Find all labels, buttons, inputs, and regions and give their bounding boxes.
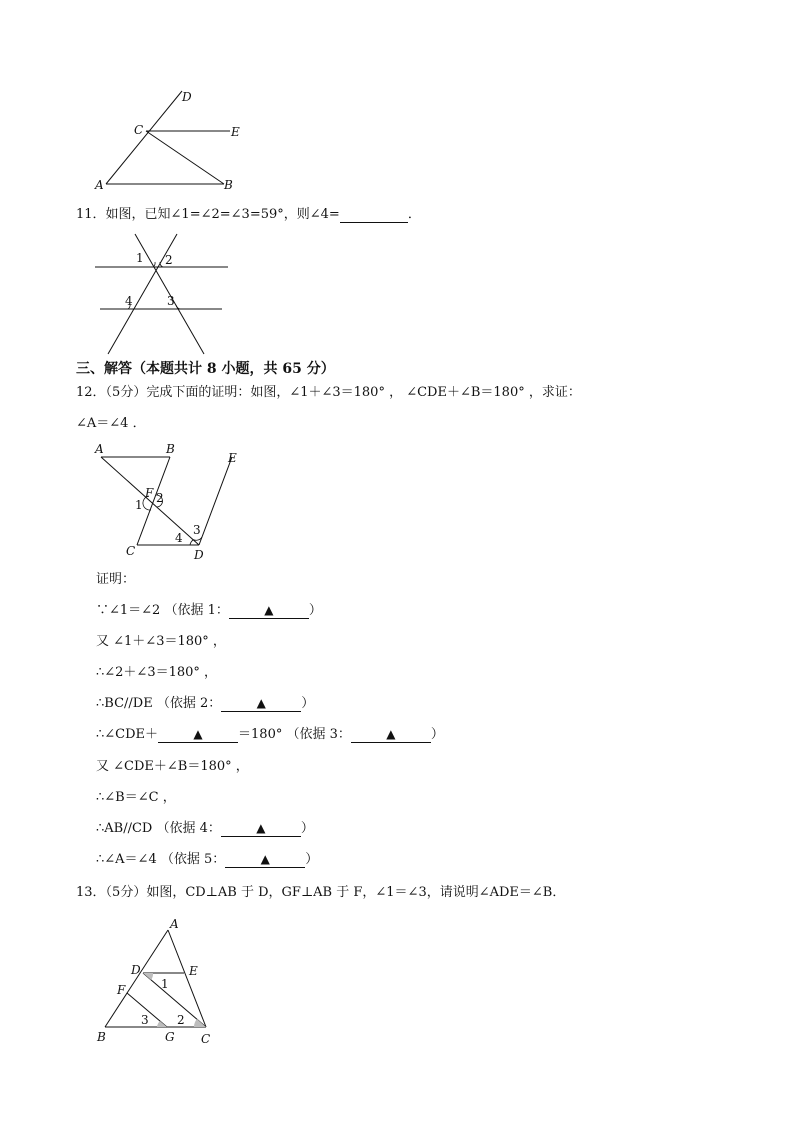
label-G: G bbox=[165, 1030, 175, 1044]
proof-step-3: ∴∠2＋∠3＝180° ， bbox=[96, 665, 218, 680]
question-11-text: 11．如图，已知∠1=∠2=∠3=59°，则∠4= bbox=[76, 207, 340, 222]
proof-step-9-close: ） bbox=[305, 852, 319, 867]
segment-AD bbox=[101, 457, 199, 545]
angle-label-2: 2 bbox=[177, 1013, 185, 1027]
label-E: E bbox=[189, 964, 198, 978]
question-13: 13．（5分）如图，CD⊥AB 于 D，GF⊥AB 于 F，∠1＝∠3，请说明∠ADE＝∠B． bbox=[76, 885, 566, 900]
segment-DE bbox=[199, 457, 232, 545]
question-11 bbox=[76, 206, 421, 224]
proof-step-9 bbox=[96, 851, 318, 869]
label-B: B bbox=[224, 178, 233, 192]
side-AC bbox=[168, 930, 206, 1027]
figure-q13 bbox=[90, 912, 230, 1048]
angle-label-2: 2 bbox=[165, 253, 173, 267]
proof-step-5-text: ∴∠CDE＋ bbox=[96, 727, 159, 742]
figure-q12 bbox=[90, 440, 250, 565]
label-C: C bbox=[126, 544, 136, 558]
angle-label-1: 1 bbox=[136, 251, 144, 265]
segment-DC bbox=[143, 973, 206, 1027]
label-D: D bbox=[194, 548, 204, 562]
label-A: A bbox=[95, 442, 104, 456]
section-3-heading: 三、解答（本题共计 8 小题，共 65 分） bbox=[76, 361, 335, 377]
proof-step-4-text: ∴BC//DE （依据 2： bbox=[96, 696, 222, 711]
blank-mark: ▲ bbox=[386, 727, 396, 741]
angle-label-4: 4 bbox=[125, 294, 133, 308]
line-CB bbox=[146, 131, 224, 184]
question-12-line2: ∠A＝∠4 ． bbox=[76, 416, 146, 431]
angle-1-arc bbox=[153, 262, 155, 267]
proof-step-1-text: ∵∠1＝∠2 （依据 1： bbox=[96, 603, 229, 618]
angle-3-shade bbox=[157, 1021, 167, 1027]
answer-blank-basis-4[interactable] bbox=[221, 821, 301, 837]
proof-step-6: 又 ∠CDE＋∠B＝180° ， bbox=[96, 759, 249, 774]
label-A: A bbox=[95, 178, 104, 192]
blank-mark: ▲ bbox=[264, 603, 274, 617]
answer-blank-basis-2[interactable] bbox=[221, 696, 301, 712]
side-AB bbox=[105, 930, 168, 1027]
figure-q10 bbox=[90, 85, 260, 195]
proof-step-1-close: ） bbox=[308, 603, 322, 618]
answer-blank-angle[interactable] bbox=[158, 727, 238, 743]
blank-mark: ▲ bbox=[260, 852, 270, 866]
proof-step-8-close: ） bbox=[300, 821, 314, 836]
proof-step-5-middle: ＝180° （依据 3： bbox=[238, 727, 351, 742]
label-B: B bbox=[166, 442, 175, 456]
blank-mark: ▲ bbox=[193, 727, 203, 741]
angle-label-4: 4 bbox=[175, 531, 183, 545]
label-B: B bbox=[97, 1030, 106, 1044]
proof-step-5 bbox=[96, 726, 444, 744]
angle-label-3: 3 bbox=[141, 1013, 149, 1027]
blank-mark: ▲ bbox=[256, 696, 266, 710]
question-12-line1: 12．（5分）完成下面的证明：如图，∠1＋∠3＝180° ， ∠CDE＋∠B＝180° ，求证： bbox=[76, 385, 581, 400]
label-D: D bbox=[131, 963, 141, 977]
angle-4-arc bbox=[190, 540, 193, 545]
label-E: E bbox=[231, 125, 240, 139]
label-A: A bbox=[170, 917, 179, 931]
proof-step-4 bbox=[96, 695, 314, 713]
proof-step-9-text: ∴∠A＝∠4 （依据 5： bbox=[96, 852, 226, 867]
proof-step-7: ∴∠B＝∠C ， bbox=[96, 790, 176, 805]
angle-label-1: 1 bbox=[135, 498, 143, 512]
proof-step-8 bbox=[96, 820, 314, 838]
proof-step-4-close: ） bbox=[301, 696, 315, 711]
answer-blank-basis-1[interactable] bbox=[229, 603, 309, 619]
question-11-end: ． bbox=[407, 207, 421, 222]
proof-title: 证明： bbox=[96, 572, 136, 587]
line-AD bbox=[106, 91, 182, 184]
label-C: C bbox=[201, 1032, 211, 1046]
label-F: F bbox=[117, 983, 126, 997]
angle-label-3: 3 bbox=[167, 294, 175, 308]
proof-step-5-close: ） bbox=[430, 727, 444, 742]
label-E: E bbox=[228, 451, 237, 465]
label-F: F bbox=[145, 486, 154, 500]
label-D: D bbox=[182, 90, 192, 104]
proof-step-8-text: ∴AB//CD （依据 4： bbox=[96, 821, 221, 836]
answer-blank-q11[interactable] bbox=[340, 208, 408, 223]
angle-label-2: 2 bbox=[156, 491, 164, 505]
figure-q11 bbox=[92, 228, 232, 358]
blank-mark: ▲ bbox=[256, 821, 266, 835]
angle-1-shade bbox=[143, 973, 153, 980]
answer-blank-basis-3[interactable] bbox=[351, 727, 431, 743]
label-C: C bbox=[134, 123, 144, 137]
angle-label-3: 3 bbox=[193, 523, 201, 537]
answer-blank-basis-5[interactable] bbox=[225, 852, 305, 868]
proof-step-2: 又 ∠1＋∠3＝180° ， bbox=[96, 634, 226, 649]
proof-step-1 bbox=[96, 602, 322, 620]
angle-label-1: 1 bbox=[161, 977, 169, 991]
angle-3-arc bbox=[176, 305, 181, 309]
